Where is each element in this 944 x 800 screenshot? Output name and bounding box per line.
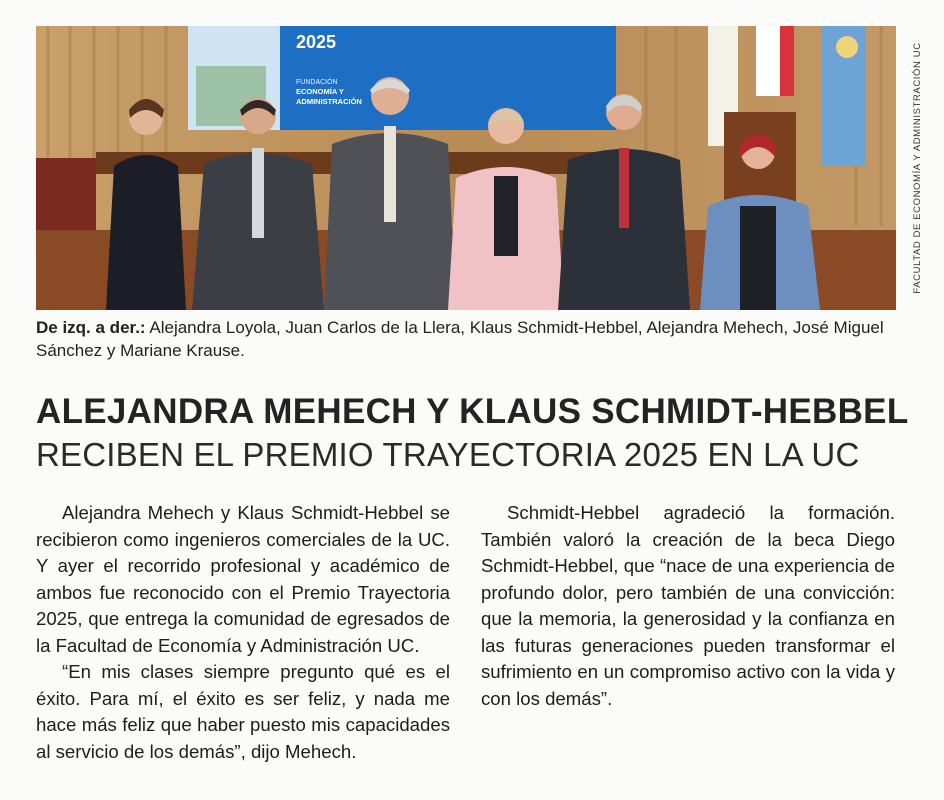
headline: ALEJANDRA MEHECH Y KLAUS SCHMIDT-HEBBEL: [36, 392, 909, 431]
caption-text: Alejandra Loyola, Juan Carlos de la Llera, Klaus Schmidt-Hebbel, Alejandra Mehech, José Miguel Sánchez y Mariane Krause.: [36, 318, 884, 360]
article-column-1: [36, 500, 450, 765]
paragraph-2: “En mis clases siempre pregunto qué es el éxito. Para mí, el éxito es ser feliz, y nada me hace más feliz que haber puesto mis capacidades al servicio de los demás”, dijo Mehech.: [36, 661, 450, 762]
group-photo-illustration: [36, 26, 896, 310]
subheadline: RECIBEN EL PREMIO TRAYECTORIA 2025 EN LA UC: [36, 436, 860, 473]
paragraph-3: Schmidt-Hebbel agradeció la formación. También valoró la creación de la beca Diego Schmidt-Hebbel, que “nace de una experiencia de profundo dolor, pero también de una convicción: que la memoria, la generosidad y la confianza en las futuras generaciones pueden transformar el sufrimiento en un compromiso activo con la vida y con los demás”.: [481, 502, 895, 709]
caption-lead: De izq. a der.:: [36, 318, 146, 337]
article-column-2: [481, 500, 895, 712]
news-photo: [36, 26, 896, 310]
svg-text:ADMINISTRACIÓN: ADMINISTRACIÓN: [296, 97, 362, 106]
svg-text:FUNDACIÓN: FUNDACIÓN: [296, 79, 338, 86]
photo-credit-text: FACULTAD DE ECONOMÍA Y ADMINISTRACIÓN UC: [912, 42, 923, 294]
photo-credit: [900, 26, 936, 310]
screen-year: 2025: [296, 32, 337, 52]
svg-text:ECONOMÍA Y: ECONOMÍA Y: [296, 87, 344, 96]
photo-caption: [36, 316, 896, 362]
paragraph-1: Alejandra Mehech y Klaus Schmidt-Hebbel se recibieron como ingenieros comerciales de la UC. Y ayer el recorrido profesional y académico de ambos fue reconocido con el Premio Trayectoria 2025, que entrega la comunidad de egresados de la Facultad de Economía y Administración UC.: [36, 502, 450, 656]
